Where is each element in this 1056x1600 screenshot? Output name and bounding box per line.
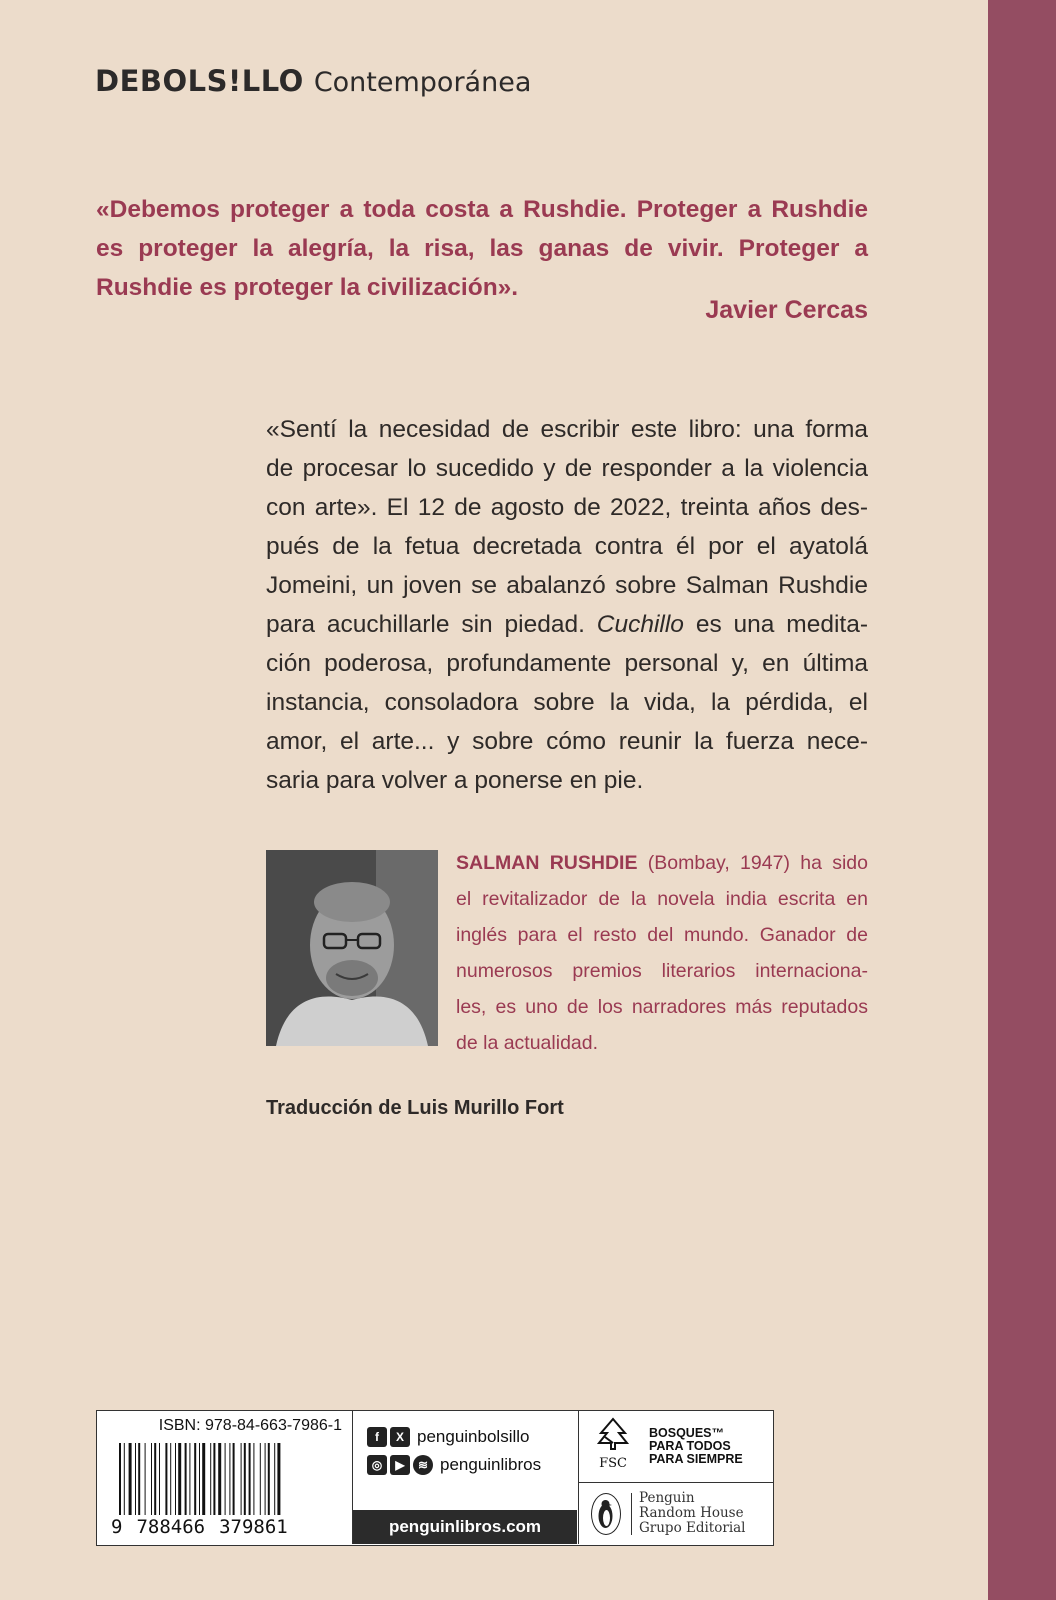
barcode-bar	[225, 1443, 226, 1515]
publisher-line: Penguin	[639, 1490, 695, 1506]
spotify-icon[interactable]: ≋	[413, 1455, 433, 1475]
barcode-bar	[129, 1443, 132, 1515]
instagram-icon[interactable]: ◎	[367, 1455, 387, 1475]
translator-credit: Traducción de Luis Murillo Fort	[266, 1097, 564, 1119]
social-handle-1[interactable]: penguinbolsillo	[417, 1427, 530, 1446]
barcode-bar	[119, 1443, 121, 1515]
publisher-name	[639, 1491, 746, 1536]
spine-color-band	[988, 0, 1056, 1600]
bio-line: el revitalizador de la novela india escrita en	[456, 888, 868, 910]
barcode-bar	[135, 1443, 136, 1515]
synopsis	[266, 410, 868, 800]
barcode-bar	[265, 1443, 266, 1515]
barcode-bar	[165, 1443, 167, 1515]
barcode-bar	[274, 1443, 275, 1515]
fsc-slogan	[649, 1427, 743, 1466]
barcode-digit-group: 379861	[219, 1516, 288, 1538]
synopsis-line: Jomeini, un joven se abalanzó sobre Salman Rushdie	[266, 572, 868, 599]
barcode-bar	[138, 1443, 140, 1515]
bio-line: de la actualidad.	[456, 1032, 599, 1054]
synopsis-line: «Sentí la necesidad de escribir este libro: una forma	[266, 416, 868, 443]
barcode-bar	[178, 1443, 181, 1515]
synopsis-line-start: para acuchillarle sin piedad.	[266, 611, 585, 638]
barcode-box	[96, 1410, 774, 1546]
social-handle-2[interactable]: penguinlibros	[440, 1455, 542, 1474]
synopsis-line: saria para volver a ponerse en pie.	[266, 767, 644, 794]
youtube-icon[interactable]: ▶	[390, 1455, 410, 1475]
barcode-bar	[145, 1443, 146, 1515]
website-link[interactable]: penguinlibros.com	[353, 1510, 577, 1544]
barcode-digits	[111, 1516, 341, 1538]
author-bio	[456, 845, 868, 1061]
synopsis-line-title	[266, 605, 868, 644]
blurb-author: Javier Cercas	[705, 296, 868, 324]
brand-logo: DEBOLS!LLO	[95, 64, 304, 98]
barcode-bar	[277, 1443, 280, 1515]
blurb-quote: «Debemos proteger a toda costa a Rushdie. Proteger a Rushdie es proteger la alegría, la risa, las ganas de vivir. Proteger a Rushdie es proteger la civilización».	[96, 196, 868, 301]
barcode-bar	[170, 1443, 171, 1515]
barcode-bar	[268, 1443, 270, 1515]
barcode-bar	[213, 1443, 215, 1515]
fsc-tree-icon	[593, 1417, 633, 1451]
synopsis-line: pués de la fetua decretada contra él por el ayatolá	[266, 533, 868, 560]
synopsis-line-end: es una medita-	[695, 611, 868, 638]
bio-first-line	[456, 845, 868, 881]
isbn-panel	[97, 1411, 353, 1544]
barcode-bar	[159, 1443, 160, 1515]
barcode-bar	[199, 1443, 200, 1515]
fsc-label: FSC	[599, 1456, 627, 1471]
barcode-bar	[253, 1443, 254, 1515]
isbn-label: ISBN: 978-84-663-7986-1	[158, 1417, 342, 1434]
penguin-logo-icon	[591, 1493, 621, 1535]
fsc-slogan-line: BOSQUES™	[649, 1426, 725, 1440]
bio-line: les, es uno de los narradores más reputados	[456, 996, 868, 1018]
author-name: SALMAN RUSHDIE	[456, 852, 638, 874]
collection-header	[95, 64, 531, 98]
bio-first-line-rest: (Bombay, 1947) ha sido	[647, 852, 868, 874]
book-title: Cuchillo	[596, 611, 684, 638]
fsc-logo	[591, 1417, 635, 1471]
barcode-bar	[185, 1443, 187, 1515]
fsc-slogan-line: PARA TODOS	[649, 1439, 731, 1453]
barcode-bar	[210, 1443, 211, 1515]
penguin-icon	[592, 1494, 619, 1533]
barcode-bar	[175, 1443, 176, 1515]
barcode-bar	[124, 1443, 125, 1515]
barcode-image	[119, 1443, 329, 1515]
barcode-bar	[154, 1443, 156, 1515]
publisher-panel	[579, 1483, 773, 1544]
publisher-divider	[631, 1493, 632, 1535]
barcode-bar	[189, 1443, 190, 1515]
author-photo	[266, 850, 438, 1046]
facebook-icon[interactable]: f	[367, 1427, 387, 1447]
barcode-bar	[218, 1443, 221, 1515]
social-row-2	[367, 1455, 541, 1475]
social-row-1	[367, 1427, 529, 1447]
barcode-bar	[229, 1443, 230, 1515]
synopsis-line: con arte». El 12 de agosto de 2022, treinta años des-	[266, 494, 868, 521]
synopsis-line: amor, el arte... y sobre cómo reunir la fuerza nece-	[266, 728, 868, 755]
bio-line: inglés para el resto del mundo. Ganador de	[456, 924, 868, 946]
barcode-bar	[151, 1443, 152, 1515]
barcode-bar	[241, 1443, 242, 1515]
collection-name: Contemporánea	[313, 67, 532, 98]
barcode-bar	[202, 1443, 205, 1515]
publisher-line: Grupo Editorial	[639, 1520, 746, 1536]
bio-line: numerosos premios literarios internaciona-	[456, 960, 868, 982]
synopsis-line: instancia, consoladora sobre la vida, la pérdida, el	[266, 689, 868, 716]
fsc-panel	[579, 1411, 773, 1483]
author-portrait-image	[266, 850, 438, 1046]
synopsis-line: de procesar lo sucedido y de responder a la violencia	[266, 455, 868, 482]
social-panel	[353, 1411, 579, 1544]
publisher-line: Random House	[639, 1505, 744, 1521]
barcode-bar	[260, 1443, 261, 1515]
barcode-digit-group: 9	[111, 1516, 123, 1538]
fsc-slogan-line: PARA SIEMPRE	[649, 1452, 743, 1466]
barcode-bar	[244, 1443, 246, 1515]
x-icon[interactable]: X	[390, 1427, 410, 1447]
barcode-bar	[249, 1443, 251, 1515]
barcode-bar	[233, 1443, 235, 1515]
barcode-digit-group: 788466	[136, 1516, 206, 1538]
synopsis-line: ción poderosa, profundamente personal y, en última	[266, 650, 868, 677]
barcode-bar	[194, 1443, 196, 1515]
